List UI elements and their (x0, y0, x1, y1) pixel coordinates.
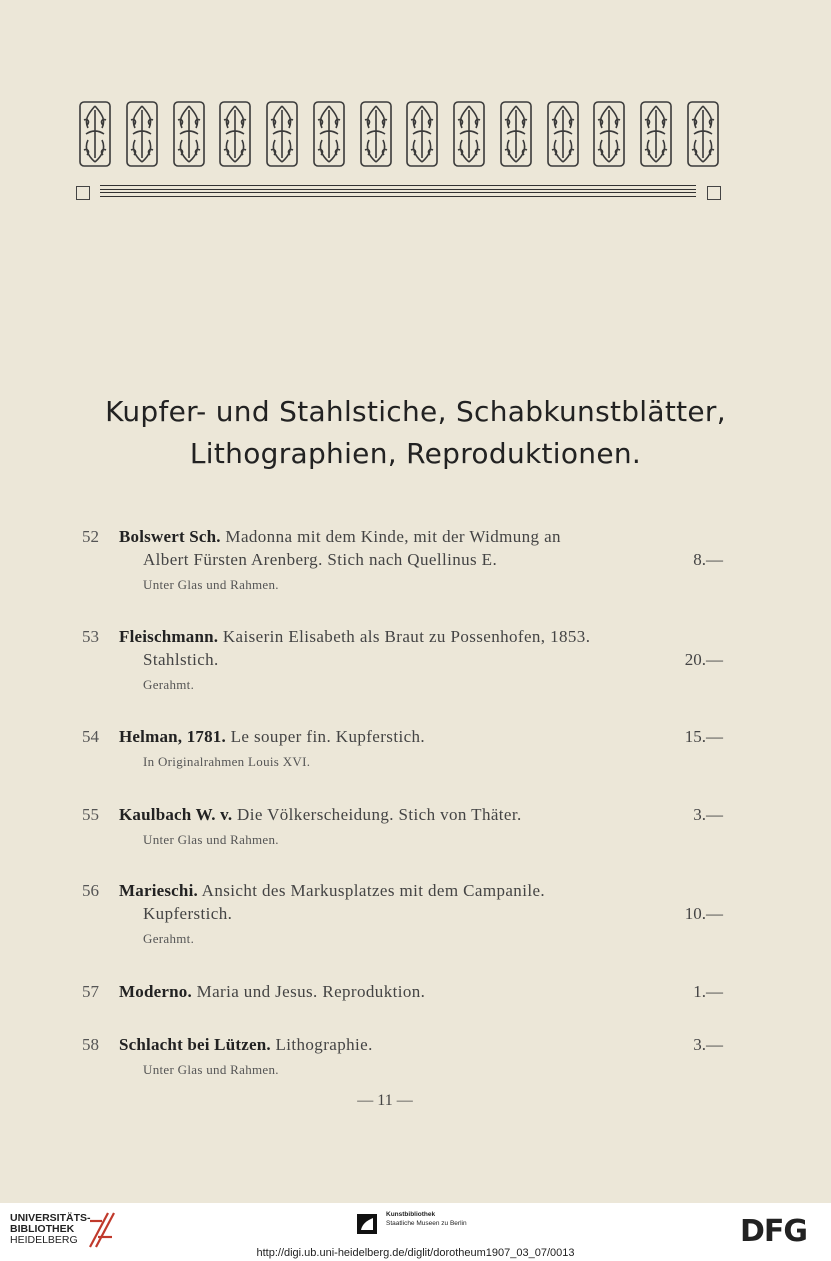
ornament-tile (499, 100, 533, 168)
lot-text: Madonna mit dem Kinde, mit der Widmung an (225, 527, 561, 546)
lot-text: Kaiserin Elisabeth als Braut zu Possenhofen, 1853. (222, 627, 591, 646)
lot-description (119, 881, 545, 901)
lot-note: Unter Glas und Rahmen. (143, 832, 279, 847)
kunstbibliothek-label (386, 1210, 467, 1228)
lot-price: 20.— (684, 650, 723, 669)
ornament-tile (359, 100, 393, 168)
lot-note: Gerahmt. (143, 677, 195, 692)
university-emblem-icon (86, 1207, 116, 1251)
lot-description (119, 805, 522, 825)
university-library-logo[interactable] (10, 1213, 91, 1246)
lot-artist: Kaulbach W. v. (119, 805, 233, 824)
ornament-tile (405, 100, 439, 168)
lot-number: 54 (82, 727, 99, 746)
ornament-tile (312, 100, 346, 168)
lot-text: Lithographie. (275, 1035, 373, 1054)
lot-number: 56 (82, 881, 99, 900)
rule-corner-box (707, 186, 721, 200)
lot-artist: Fleischmann. (119, 627, 219, 646)
lot-description (119, 527, 561, 547)
page-number: — 11 — (357, 1092, 413, 1109)
lot-text-continued: Albert Fürsten Arenberg. Stich nach Quellinus E. (143, 550, 498, 569)
lot-price: 15.— (684, 727, 723, 746)
lot-number: 58 (82, 1035, 99, 1054)
lot-note: Unter Glas und Rahmen. (143, 1062, 279, 1077)
ornament-tile (78, 100, 112, 168)
rule-corner-box (76, 186, 90, 200)
ornament-tile (639, 100, 673, 168)
lot-artist: Schlacht bei Lützen. (119, 1035, 271, 1054)
kunstbibliothek-name: Kunstbibliothek (386, 1211, 436, 1218)
section-title-line-2: Lithographien, Reproduktionen. (189, 437, 642, 470)
lot-price: 10.— (684, 904, 723, 923)
ornament-tile (265, 100, 299, 168)
lot-price: 1.— (693, 982, 723, 1001)
kunstbibliothek-subtitle: Staatliche Museen zu Berlin (386, 1220, 467, 1227)
lot-text: Ansicht des Markusplatzes mit dem Campanile. (201, 881, 546, 900)
ornament-tile (125, 100, 159, 168)
lot-note: Unter Glas und Rahmen. (143, 577, 279, 592)
lot-number: 55 (82, 805, 99, 824)
ornament-tile (452, 100, 486, 168)
ornament-border (78, 100, 720, 170)
lot-artist: Moderno. (119, 982, 192, 1001)
dfg-logo[interactable]: DFG (740, 1214, 808, 1249)
lot-number: 53 (82, 627, 99, 646)
lot-description (119, 1035, 373, 1055)
lot-description (119, 982, 425, 1002)
lot-text: Die Völkerscheidung. Stich von Thäter. (237, 805, 522, 824)
ornament-tile (172, 100, 206, 168)
lot-note: In Originalrahmen Louis XVI. (143, 754, 311, 769)
university-name-line: HEIDELBERG (10, 1234, 78, 1246)
lot-text: Maria und Jesus. Reproduktion. (196, 982, 426, 1001)
lot-number: 52 (82, 527, 99, 546)
lot-text-continued: Kupferstich. (143, 904, 233, 923)
lot-price: 8.— (693, 550, 723, 569)
university-name-line: BIBLIOTHEK (10, 1223, 75, 1235)
source-url-link[interactable]: http://digi.ub.uni-heidelberg.de/diglit/dorotheum1907_03_07/0013 (256, 1247, 575, 1259)
lot-artist: Bolswert Sch. (119, 527, 221, 546)
lot-text-continued: Stahlstich. (143, 650, 219, 669)
ornament-tile (218, 100, 252, 168)
ornament-tile (592, 100, 626, 168)
lot-price: 3.— (693, 1035, 723, 1054)
lot-description (119, 627, 590, 647)
ornament-tile (546, 100, 580, 168)
university-name-line: UNIVERSITÄTS- (10, 1212, 91, 1224)
lot-artist: Marieschi. (119, 881, 198, 900)
lot-artist: Helman, 1781. (119, 727, 226, 746)
lot-note: Gerahmt. (143, 931, 195, 946)
lot-number: 57 (82, 982, 99, 1001)
ornament-rule (100, 185, 696, 201)
kunstbibliothek-logo-icon (355, 1212, 379, 1236)
ornament-tile (686, 100, 720, 168)
lot-text: Le souper fin. Kupferstich. (230, 727, 426, 746)
lot-price: 3.— (693, 805, 723, 824)
section-title-line-1: Kupfer- und Stahlstiche, Schabkunstblätter, (105, 395, 726, 428)
lot-description (119, 727, 425, 747)
